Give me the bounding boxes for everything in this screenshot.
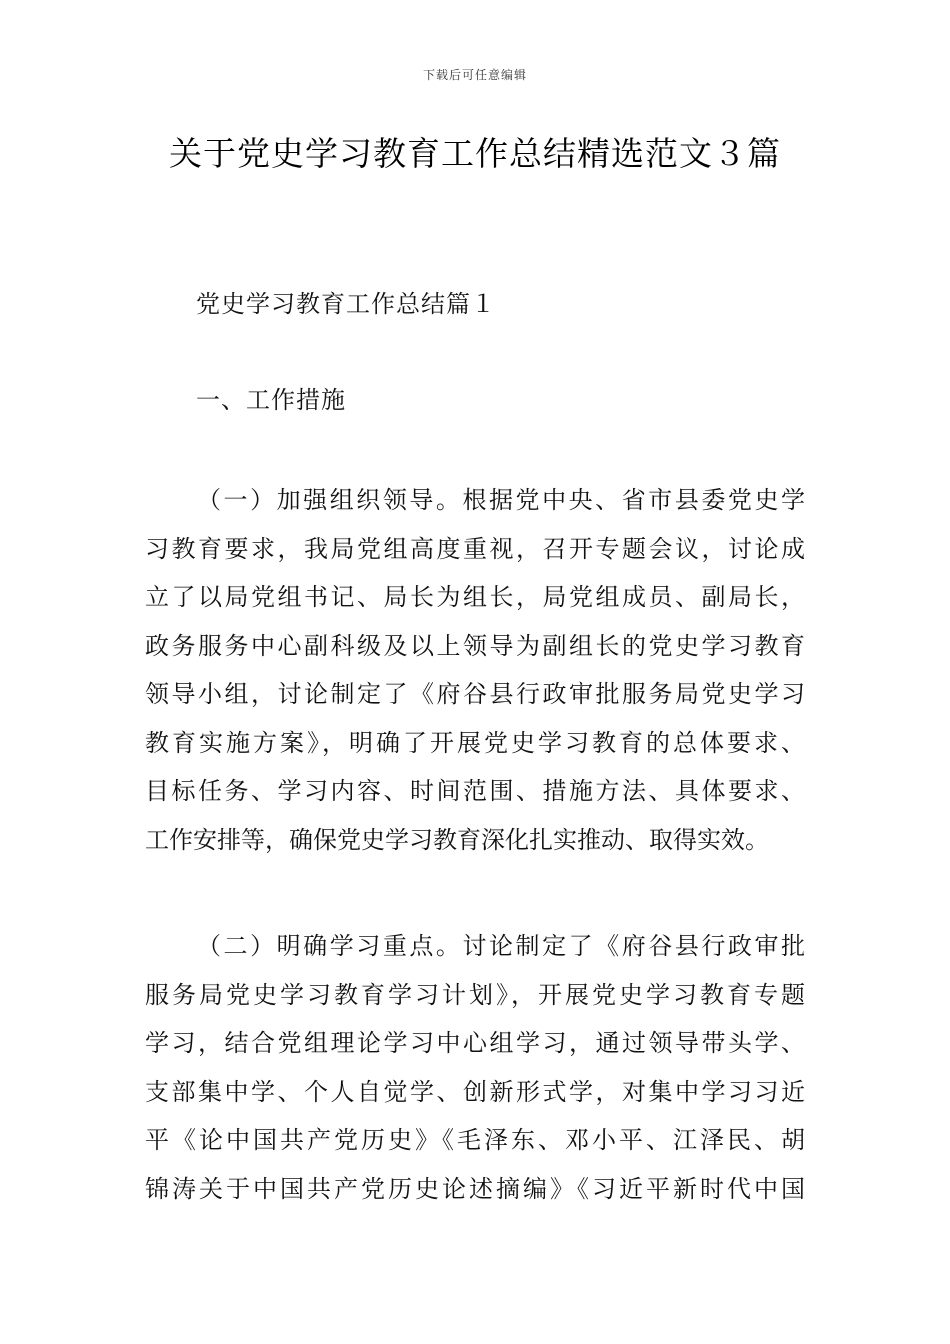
paragraph-line: 政务服务中心副科级及以上领导为副组长的党史学习教育 [145,631,805,660]
paragraph-line: 服务局党史学习教育学习计划》，开展党史学习教育专题 [145,980,805,1009]
paragraph-line: 平《论中国共产党历史》《毛泽东、邓小平、江泽民、胡 [145,1126,805,1154]
paragraph-line: （二）明确学习重点。讨论制定了《府谷县行政审批 [197,932,805,960]
paragraph-line: 领导小组，讨论制定了《府谷县行政审批服务局党史学习 [145,680,805,708]
paragraph-line: 锦涛关于中国共产党历史论述摘编》《习近平新时代中国 [145,1174,805,1203]
paragraph-line: 教育实施方案》，明确了开展党史学习教育的总体要求、 [145,728,805,757]
paragraph-line: 学习，结合党组理论学习中心组学习，通过领导带头学、 [145,1029,805,1057]
paragraph-line: 习教育要求，我局党组高度重视，召开专题会议，讨论成 [145,534,805,563]
paragraph-2 [145,922,805,1213]
paragraph-line: 目标任务、学习内容、时间范围、措施方法、具体要求、 [145,777,805,805]
paragraph-line: 立了以局党组书记、局长为组长，局党组成员、副局长， [145,583,805,611]
paragraph-line: 工作安排等，确保党史学习教育深化扎实推动、取得实效。 [145,825,769,854]
section-subtitle: 党史学习教育工作总结篇１ [196,290,496,318]
document-title: 关于党史学习教育工作总结精选范文３篇 [169,134,781,173]
header-note: 下载后可任意编辑 [422,68,527,82]
section-heading: 一、工作措施 [196,386,346,414]
paragraph-line: 支部集中学、个人自觉学、创新形式学，对集中学习习近 [145,1077,805,1106]
paragraph-1 [145,476,805,864]
paragraph-line: （一）加强组织领导。根据党中央、省市县委党史学 [197,486,805,514]
